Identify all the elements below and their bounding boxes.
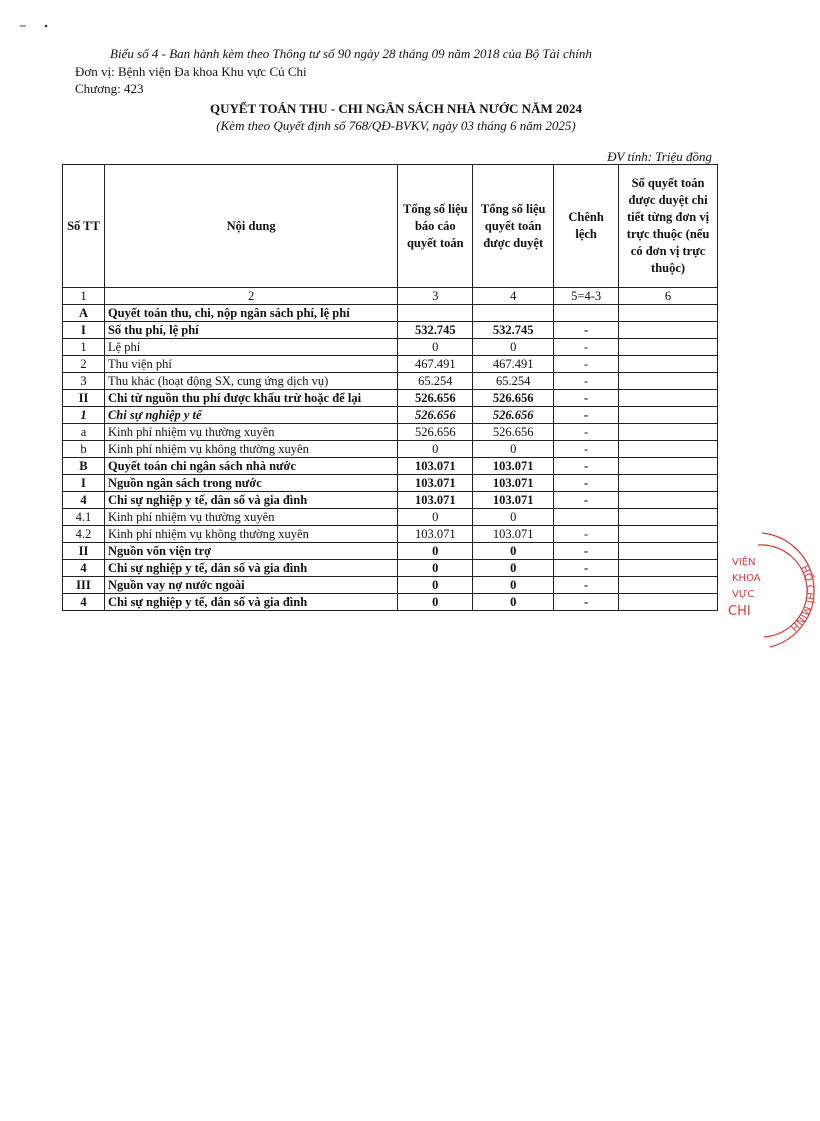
row-number-cell: III: [63, 577, 105, 594]
unit-detail-cell: [619, 390, 718, 407]
unit-detail-cell: [619, 475, 718, 492]
reported-value-cell: 526.656: [398, 390, 473, 407]
reported-value-cell: 526.656: [398, 424, 473, 441]
unit-detail-cell: [619, 356, 718, 373]
unit-detail-cell: [619, 322, 718, 339]
column-header: Tổng số liệu quyết toán được duyệt: [473, 165, 554, 288]
seal-arc-text: HỒ CHÍ MINH: [787, 563, 816, 633]
row-content-cell: Kinh phí nhiệm vụ không thường xuyên: [104, 441, 397, 458]
row-number-cell: 1: [63, 339, 105, 356]
approved-value-cell: 0: [473, 339, 554, 356]
seal-text-line: KHOA: [732, 573, 761, 584]
seal-lettering: [728, 555, 817, 633]
document-title: QUYẾT TOÁN THU - CHI NGÂN SÁCH NHÀ NƯỚC NĂM 2024: [210, 101, 582, 116]
document-subtitle: (Kèm theo Quyết định số 768/QĐ-BVKV, ngày 03 tháng 6 năm 2025): [216, 118, 576, 133]
table-row: [63, 560, 718, 577]
approved-value-cell: 0: [473, 577, 554, 594]
unit-detail-cell: [619, 509, 718, 526]
row-number-cell: 4: [63, 492, 105, 509]
approved-value-cell: 65.254: [473, 373, 554, 390]
difference-cell: [554, 509, 619, 526]
reported-value-cell: [398, 305, 473, 322]
reported-value-cell: 467.491: [398, 356, 473, 373]
row-number-cell: 4: [63, 594, 105, 611]
table-row: [63, 373, 718, 390]
difference-cell: -: [554, 458, 619, 475]
row-content-cell: Quyết toán chi ngân sách nhà nước: [104, 458, 397, 475]
row-number-cell: A: [63, 305, 105, 322]
reported-value-cell: 0: [398, 339, 473, 356]
row-content-cell: Chi sự nghiệp y tế, dân số và gia đình: [104, 594, 397, 611]
row-number-cell: 3: [63, 373, 105, 390]
reported-value-cell: 103.071: [398, 526, 473, 543]
approved-value-cell: 0: [473, 594, 554, 611]
column-header: Số quyết toán được duyệt chi tiết từng đơn vị trực thuộc (nếu có đơn vị trực thuộc): [619, 165, 718, 288]
table-row: [63, 356, 718, 373]
row-number-cell: 2: [63, 356, 105, 373]
index-cell: 4: [473, 288, 554, 305]
table-row: [63, 441, 718, 458]
seal-text-line: VỰC: [732, 589, 755, 600]
table-row: [63, 475, 718, 492]
row-content-cell: Kinh phí nhiệm vụ không thường xuyên: [104, 526, 397, 543]
difference-cell: -: [554, 475, 619, 492]
seal-text-line: CHI: [728, 604, 751, 619]
index-cell: 6: [619, 288, 718, 305]
reported-value-cell: 103.071: [398, 475, 473, 492]
approved-value-cell: [473, 305, 554, 322]
approved-value-cell: 103.071: [473, 492, 554, 509]
reported-value-cell: 526.656: [398, 407, 473, 424]
reported-value-cell: 0: [398, 594, 473, 611]
row-content-cell: Quyết toán thu, chi, nộp ngân sách phí, lệ phí: [104, 305, 397, 322]
reported-value-cell: 0: [398, 441, 473, 458]
reported-value-cell: 103.071: [398, 458, 473, 475]
difference-cell: -: [554, 526, 619, 543]
approved-value-cell: 526.656: [473, 424, 554, 441]
row-content-cell: Nguồn vay nợ nước ngoài: [104, 577, 397, 594]
row-number-cell: 4.1: [63, 509, 105, 526]
row-content-cell: Chi sự nghiệp y tế, dân số và gia đình: [104, 492, 397, 509]
table-row: [63, 543, 718, 560]
unit-detail-cell: [619, 492, 718, 509]
reported-value-cell: 0: [398, 509, 473, 526]
row-number-cell: I: [63, 475, 105, 492]
difference-cell: -: [554, 492, 619, 509]
difference-cell: -: [554, 407, 619, 424]
row-content-cell: Chi sự nghiệp y tế, dân số và gia đình: [104, 560, 397, 577]
approved-value-cell: 0: [473, 560, 554, 577]
form-reference-note: Biểu số 4 - Ban hành kèm theo Thông tư số 90 ngày 28 tháng 09 năm 2018 của Bộ Tài chính: [110, 46, 592, 61]
index-cell: 2: [104, 288, 397, 305]
row-number-cell: 1: [63, 407, 105, 424]
row-number-cell: II: [63, 390, 105, 407]
difference-cell: -: [554, 441, 619, 458]
row-content-cell: Thu viện phí: [104, 356, 397, 373]
reported-value-cell: 0: [398, 560, 473, 577]
column-index-row: [63, 288, 718, 305]
official-seal: [700, 525, 820, 655]
table-row: [63, 526, 718, 543]
row-number-cell: b: [63, 441, 105, 458]
table-row: [63, 424, 718, 441]
row-content-cell: Thu khác (hoạt động SX, cung ứng dịch vụ): [104, 373, 397, 390]
reported-value-cell: 65.254: [398, 373, 473, 390]
column-header: Số TT: [63, 165, 105, 288]
difference-cell: -: [554, 390, 619, 407]
approved-value-cell: 467.491: [473, 356, 554, 373]
index-cell: 5=4-3: [554, 288, 619, 305]
column-header: Nội dung: [104, 165, 397, 288]
approved-value-cell: 103.071: [473, 458, 554, 475]
difference-cell: -: [554, 322, 619, 339]
index-cell: 1: [63, 288, 105, 305]
scan-mark: [20, 24, 48, 28]
table-row: [63, 322, 718, 339]
table-row: [63, 339, 718, 356]
unit-detail-cell: [619, 424, 718, 441]
seal-text-line: VIỆN: [732, 557, 756, 568]
column-header: Chênh lệch: [554, 165, 619, 288]
table-row: [63, 509, 718, 526]
index-cell: 3: [398, 288, 473, 305]
column-header: Tổng số liệu báo cáo quyết toán: [398, 165, 473, 288]
chapter-code: Chương: 423: [75, 81, 144, 96]
approved-value-cell: 526.656: [473, 390, 554, 407]
approved-value-cell: 0: [473, 441, 554, 458]
row-content-cell: Chi sự nghiệp y tế: [104, 407, 397, 424]
table-row: [63, 594, 718, 611]
row-number-cell: II: [63, 543, 105, 560]
table-row: [63, 390, 718, 407]
unit-detail-cell: [619, 373, 718, 390]
table-row: [63, 577, 718, 594]
approved-value-cell: 526.656: [473, 407, 554, 424]
settlement-table: [62, 164, 718, 611]
table-header-row: [63, 165, 718, 288]
table-row: [63, 458, 718, 475]
row-content-cell: Kinh phí nhiệm vụ thường xuyên: [104, 509, 397, 526]
unit-detail-cell: [619, 407, 718, 424]
unit-name: Đơn vị: Bệnh viện Đa khoa Khu vực Củ Chi: [75, 64, 307, 79]
difference-cell: -: [554, 373, 619, 390]
table-row: [63, 492, 718, 509]
row-number-cell: 4: [63, 560, 105, 577]
table-row: [63, 305, 718, 322]
difference-cell: -: [554, 560, 619, 577]
row-number-cell: 4.2: [63, 526, 105, 543]
row-number-cell: B: [63, 458, 105, 475]
difference-cell: -: [554, 339, 619, 356]
unit-detail-cell: [619, 458, 718, 475]
approved-value-cell: 0: [473, 543, 554, 560]
difference-cell: -: [554, 594, 619, 611]
unit-detail-cell: [619, 305, 718, 322]
row-content-cell: Chi từ nguồn thu phí được khấu trừ hoặc để lại: [104, 390, 397, 407]
unit-detail-cell: [619, 441, 718, 458]
row-number-cell: I: [63, 322, 105, 339]
unit-detail-cell: [619, 339, 718, 356]
row-content-cell: Kinh phí nhiệm vụ thường xuyên: [104, 424, 397, 441]
row-content-cell: Nguồn ngân sách trong nước: [104, 475, 397, 492]
approved-value-cell: 103.071: [473, 526, 554, 543]
reported-value-cell: 532.745: [398, 322, 473, 339]
row-number-cell: a: [63, 424, 105, 441]
approved-value-cell: 103.071: [473, 475, 554, 492]
table-row: [63, 407, 718, 424]
row-content-cell: Số thu phí, lệ phí: [104, 322, 397, 339]
difference-cell: [554, 305, 619, 322]
reported-value-cell: 103.071: [398, 492, 473, 509]
reported-value-cell: 0: [398, 543, 473, 560]
difference-cell: -: [554, 543, 619, 560]
difference-cell: -: [554, 356, 619, 373]
row-content-cell: Lệ phí: [104, 339, 397, 356]
difference-cell: -: [554, 424, 619, 441]
row-content-cell: Nguồn vốn viện trợ: [104, 543, 397, 560]
unit-of-measure: ĐV tính: Triệu đồng: [607, 149, 712, 164]
reported-value-cell: 0: [398, 577, 473, 594]
approved-value-cell: 0: [473, 509, 554, 526]
difference-cell: -: [554, 577, 619, 594]
approved-value-cell: 532.745: [473, 322, 554, 339]
